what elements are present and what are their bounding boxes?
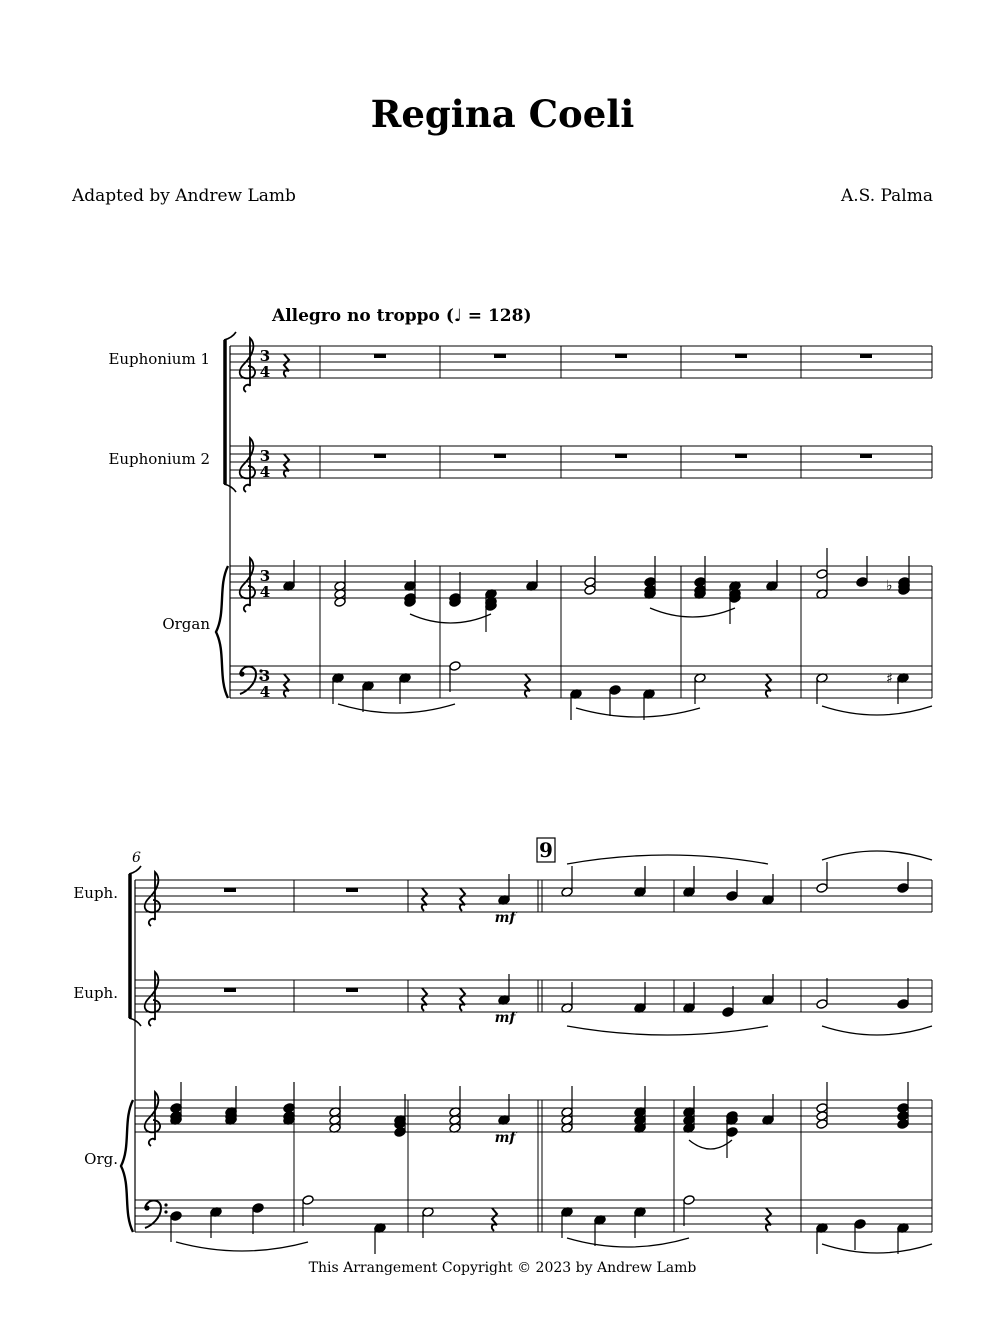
note-head: [394, 1127, 406, 1138]
staff-lines: [135, 346, 932, 1232]
bracket-top-hook: [224, 332, 236, 340]
organ-brace: [216, 566, 228, 698]
whole-rest: [615, 454, 627, 458]
whole-rest: [735, 354, 747, 358]
note-head: [449, 661, 461, 672]
quarter-rest: [422, 888, 427, 911]
slur: [822, 1244, 932, 1253]
part-name-euph-2-short: Euph.: [73, 984, 118, 1002]
note-head: [726, 1127, 738, 1138]
slur: [567, 855, 768, 864]
note-head: [726, 891, 738, 902]
slur: [567, 1026, 768, 1035]
time-signature-numerator: 3: [259, 347, 271, 365]
slur: [689, 1140, 732, 1149]
time-signature-numerator: 3: [259, 667, 271, 685]
organ-brace: [121, 1100, 133, 1232]
whole-rest: [494, 354, 506, 358]
quarter-rest: [460, 888, 465, 911]
dynamic-mf: mf: [494, 1010, 516, 1026]
measure-number: 6: [132, 850, 141, 866]
note-head: [816, 1119, 828, 1130]
slur: [576, 708, 700, 717]
composer-credit: A.S. Palma: [840, 186, 933, 206]
whole-rest: [374, 354, 386, 358]
bracket-top-hook: [129, 866, 141, 874]
whole-rest: [346, 988, 358, 992]
time-signature-denominator: 4: [259, 583, 271, 601]
slur: [567, 1238, 689, 1247]
sharp-sign: ♯: [886, 671, 893, 687]
quarter-rest: [766, 674, 771, 697]
quarter-rest: [284, 354, 289, 377]
time-signature-denominator: 4: [259, 463, 271, 481]
quarter-rest: [525, 674, 530, 697]
note-head: [252, 1203, 264, 1214]
part-name-organ: Organ: [162, 615, 210, 633]
quarter-rest: [284, 454, 289, 477]
note-head: [856, 577, 868, 588]
note-head: [683, 1195, 695, 1206]
time-signature-denominator: 4: [259, 683, 271, 701]
quarter-rest: [460, 988, 465, 1011]
quarter-rest: [284, 674, 289, 697]
slur: [650, 608, 735, 617]
whole-rest: [860, 454, 872, 458]
whole-rest: [224, 988, 236, 992]
rehearsal-mark: 9: [539, 838, 553, 862]
whole-rest: [494, 454, 506, 458]
quarter-rest: [766, 1208, 771, 1231]
whole-rest: [224, 888, 236, 892]
note-head: [816, 883, 828, 894]
note-head: [897, 883, 909, 894]
note-head: [302, 1195, 314, 1206]
note-head: [897, 1119, 909, 1130]
note-head: [816, 999, 828, 1010]
slur: [176, 1242, 308, 1251]
slurs: [176, 608, 932, 1253]
score-marks: [132, 578, 893, 1146]
bass-clef-dot: [144, 1205, 149, 1210]
bass-clef-dot: [239, 671, 244, 676]
time-signature-denominator: 4: [259, 363, 271, 381]
time-signature-numerator: 3: [259, 447, 271, 465]
whole-rest: [735, 454, 747, 458]
quarter-rest: [422, 988, 427, 1011]
clefs: [144, 338, 262, 1228]
arranger-credit: Adapted by Andrew Lamb: [72, 186, 296, 206]
whole-rest: [615, 354, 627, 358]
bass-clef-dot: [164, 1203, 167, 1206]
part-name-euphonium-1: Euphonium 1: [108, 350, 210, 368]
score-title: Regina Coeli: [370, 92, 635, 136]
note-head: [722, 1007, 734, 1018]
part-name-org-short: Org.: [84, 1150, 118, 1168]
note-head: [584, 585, 596, 596]
bass-clef-dot: [164, 1210, 167, 1213]
tempo-marking: Allegro no troppo (♩ = 128): [272, 306, 532, 326]
slur: [822, 706, 932, 715]
whole-rest: [860, 354, 872, 358]
flat-sign: ♭: [886, 578, 893, 594]
note-head: [897, 999, 909, 1010]
slur: [410, 614, 491, 623]
slur: [338, 704, 455, 713]
barlines: [135, 346, 932, 1232]
copyright-footer: This Arrangement Copyright © 2023 by Andrew Lamb: [308, 1260, 697, 1276]
dynamic-mf: mf: [494, 910, 516, 926]
system-brackets: [121, 332, 236, 1232]
note-head: [609, 685, 621, 696]
slur: [822, 1026, 932, 1035]
whole-rest: [374, 454, 386, 458]
rests: [224, 354, 872, 1231]
dynamic-mf: mf: [494, 1130, 516, 1146]
whole-rest: [346, 888, 358, 892]
part-name-euph-1-short: Euph.: [73, 884, 118, 902]
time-signature-numerator: 3: [259, 567, 271, 585]
part-name-euphonium-2: Euphonium 2: [108, 450, 210, 468]
notes: [170, 548, 910, 1254]
note-head: [816, 569, 828, 580]
slur: [822, 851, 932, 860]
time-signatures: [260, 347, 270, 701]
note-head: [854, 1219, 866, 1230]
quarter-rest: [492, 1208, 497, 1231]
note-head: [170, 1211, 182, 1222]
